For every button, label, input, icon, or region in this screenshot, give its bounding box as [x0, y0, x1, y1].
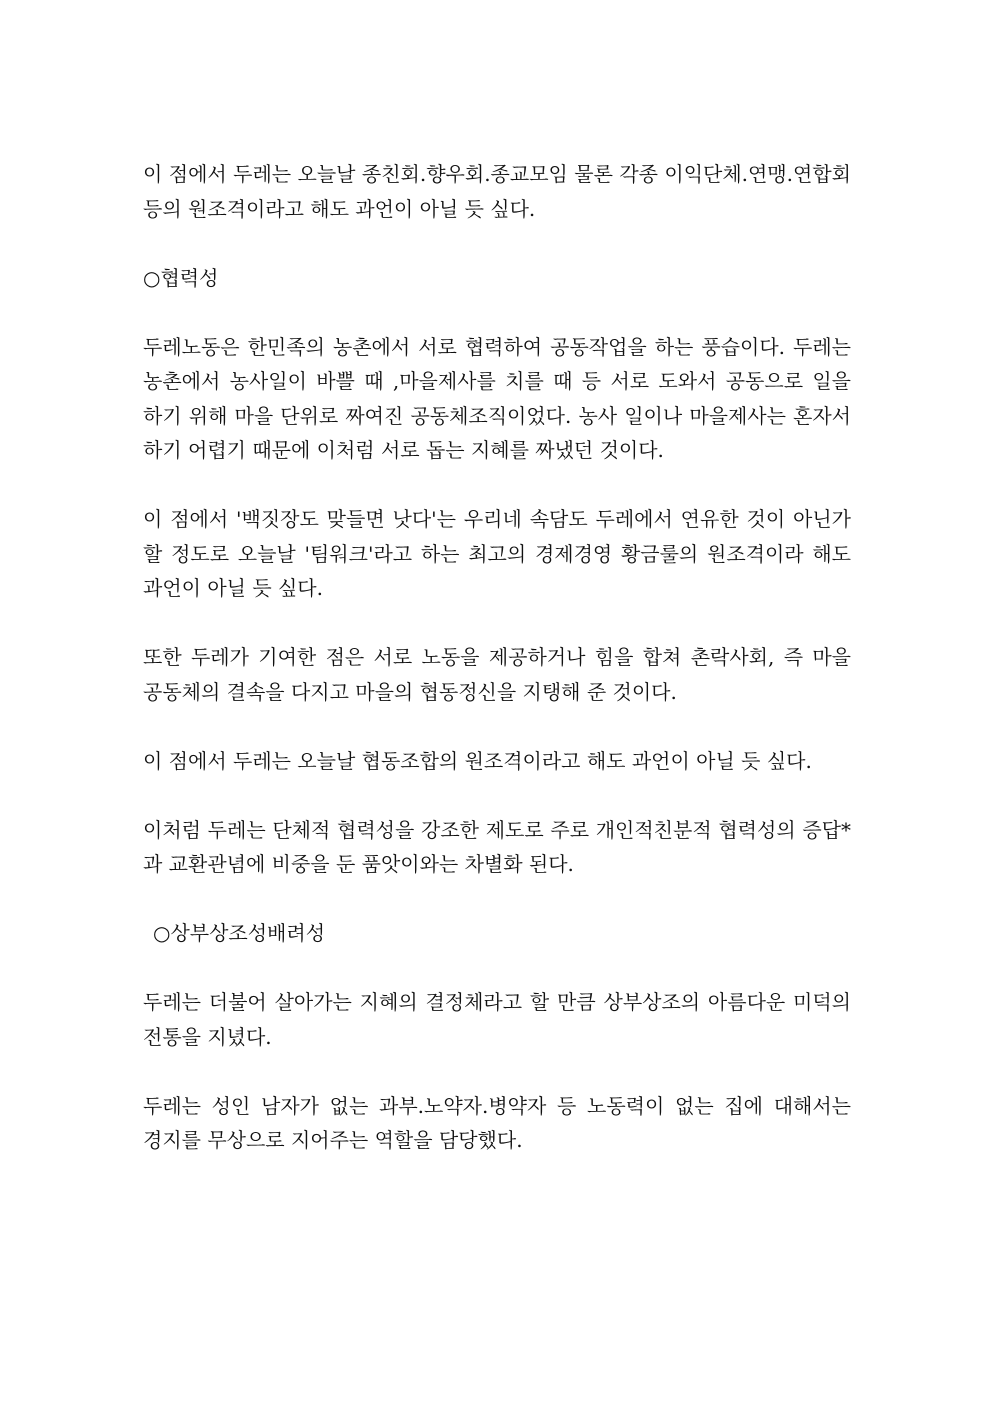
paragraph-cooperative-origin: 이 점에서 두레는 오늘날 협동조합의 원조격이라고 해도 과언이 아닐 듯 싶다. — [143, 748, 812, 773]
paragraph-mutual-aid-tradition: 두레는 더불어 살아가는 지혜의 결정체라고 할 만큼 상부상조의 아름다운 미덕의 전통을 지녔다. — [143, 990, 851, 1049]
paragraph-origin-of-associations: 이 점에서 두레는 오늘날 종친회.향우회.종교모임 물론 각종 이익단체.연맹.연합회 등의 원조격이라고 해도 과언이 아닐 듯 싶다. — [143, 162, 851, 221]
paragraph-community-solidarity: 또한 두레가 기여한 점은 서로 노동을 제공하거나 힘을 합쳐 촌락사회, 즉 마을 공동체의 결속을 다지고 마을의 협동정신을 지탱해 준 것이다. — [143, 645, 851, 704]
section-heading-mutual-aid: ○상부상조성배려성 — [153, 921, 326, 945]
section-heading-cooperation: ○협력성 — [143, 265, 219, 290]
paragraph-teamwork-proverb: 이 점에서 '백짓장도 맞들면 낫다'는 우리네 속담도 두레에서 연유한 것이 아닌가 할 정도로 오늘날 '팀워크'라고 하는 최고의 경제경영 황금룰의 원조격이라 해도 과언이 아닐 듯 싶다. — [143, 507, 851, 600]
document-page — [143, 157, 851, 1192]
paragraph-aid-to-vulnerable: 두레는 성인 남자가 없는 과부.노약자.병약자 등 노동력이 없는 집에 대해서는 경지를 무상으로 지어주는 역할을 담당했다. — [143, 1093, 851, 1152]
paragraph-pumasi-distinction: 이처럼 두레는 단체적 협력성을 강조한 제도로 주로 개인적친분적 협력성의 증답*과 교환관념에 비중을 둔 품앗이와는 차별화 된다. — [143, 817, 851, 876]
paragraph-dure-labor: 두레노동은 한민족의 농촌에서 서로 협력하여 공동작업을 하는 풍습이다. 두레는 농촌에서 농사일이 바쁠 때 ,마을제사를 치를 때 등 서로 도와서 공동으로 일을 하기 위해 마을 단위로 짜여진 공동체조직이었다. 농사 일이나 마을제사는 혼자서 하기 어렵기 때문에 이처럼 서로 돕는 지혜를 짜냈던 것이다. — [143, 334, 851, 462]
